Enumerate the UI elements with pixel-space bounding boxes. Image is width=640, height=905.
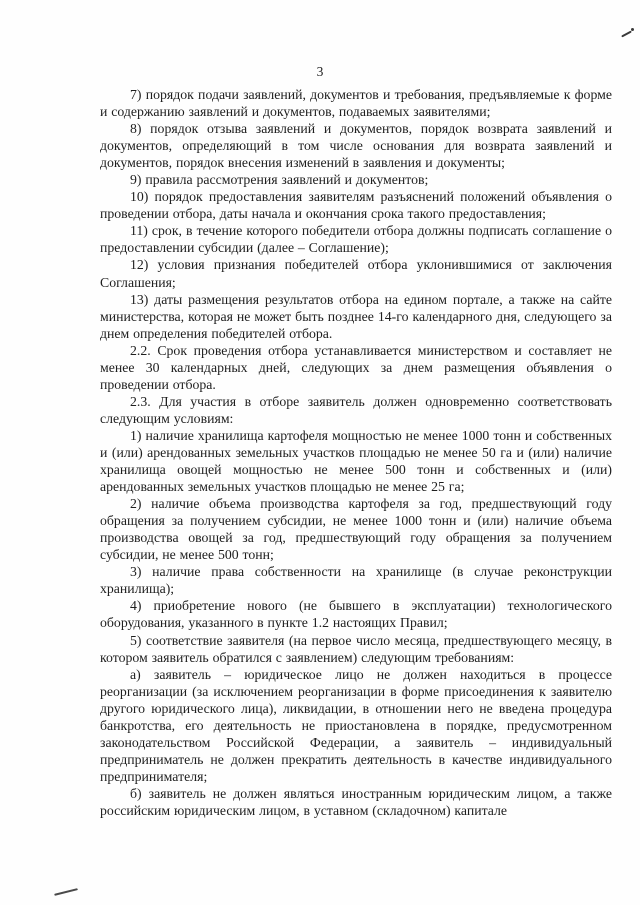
paragraph: 7) порядок подачи заявлений, документов и требования, предъявляемые к форме и содержанию заявлений и документов, подаваемых заявителями; (100, 87, 612, 120)
paragraph: 12) условия признания победителей отбора уклонившимися от заключения Соглашения; (100, 257, 612, 290)
scan-artifact-bottom-left (54, 888, 78, 895)
page-number: 3 (316, 64, 324, 79)
paragraph: 10) порядок предоставления заявителям разъяснений положений объявления о проведении отбора, даты начала и окончания срока такого предоставления; (100, 189, 612, 222)
paragraph: 8) порядок отзыва заявлений и документов, порядок возврата заявлений и документов, определяющий в том числе основания для возврата заявлений и документов, порядок внесения изменений в заявления и документы; (100, 121, 612, 171)
paragraph: 2.2. Срок проведения отбора устанавливается министерством и составляет не менее 30 календарных дней, следующих за днем размещения объявления о проведении отбора. (100, 342, 612, 392)
scan-artifact-top-right-dot (631, 28, 634, 31)
document-body (100, 86, 612, 819)
paragraph: 4) приобретение нового (не бывшего в эксплуатации) технологического оборудования, указанного в пункте 1.2 настоящих Правил; (100, 598, 612, 631)
scan-artifact-top-right (621, 31, 632, 38)
paragraph: 9) правила рассмотрения заявлений и документов; (130, 172, 429, 188)
paragraph: 1) наличие хранилища картофеля мощностью не менее 1000 тонн и собственных и (или) арендованных земельных участков площадью не менее 50 га и (или) наличие хранилища овощей мощностью не менее 500 тонн и собственных и (или) арендованных земельных участков площадью не менее 25 га; (100, 427, 612, 495)
paragraph: 5) соответствие заявителя (на первое число месяца, предшествующего месяцу, в котором заявитель обратился с заявлением) следующим требованиям: (100, 632, 612, 665)
paragraph: 3) наличие права собственности на хранилище (в случае реконструкции хранилища); (100, 564, 612, 597)
paragraph: 2) наличие объема производства картофеля за год, предшествующий году обращения за получением субсидии, не менее 1000 тонн и (или) наличие объема производства овощей за год, предшествующий году обращения за получением субсидии, не менее 500 тонн; (100, 496, 612, 563)
paragraph: а) заявитель – юридическое лицо не должен находиться в процессе реорганизации (за исключением реорганизации в форме присоединения к заявителю другого юридического лица), ликвидации, в отношении него не введена процедура банкротства, его деятельность не приостановлена в порядке, предусмотренном законодательством Российской Федерации, а заявитель – индивидуальный предприниматель не должен прекратить деятельность в качестве индивидуального предпринимателя; (100, 666, 612, 784)
paragraph: б) заявитель не должен являться иностранным юридическим лицом, а также российским юридическим лицом, в уставном (складочном) капитале (100, 785, 612, 818)
paragraph: 11) срок, в течение которого победители отбора должны подписать соглашение о предоставлении субсидии (далее – Соглашение); (100, 223, 612, 256)
paragraph: 2.3. Для участия в отборе заявитель должен одновременно соответствовать следующим условиям: (100, 393, 612, 426)
paragraph: 13) даты размещения результатов отбора на едином портале, а также на сайте министерства, которая не может быть позднее 14-го календарного дня, следующего за днем определения победителей отбора. (100, 291, 612, 341)
